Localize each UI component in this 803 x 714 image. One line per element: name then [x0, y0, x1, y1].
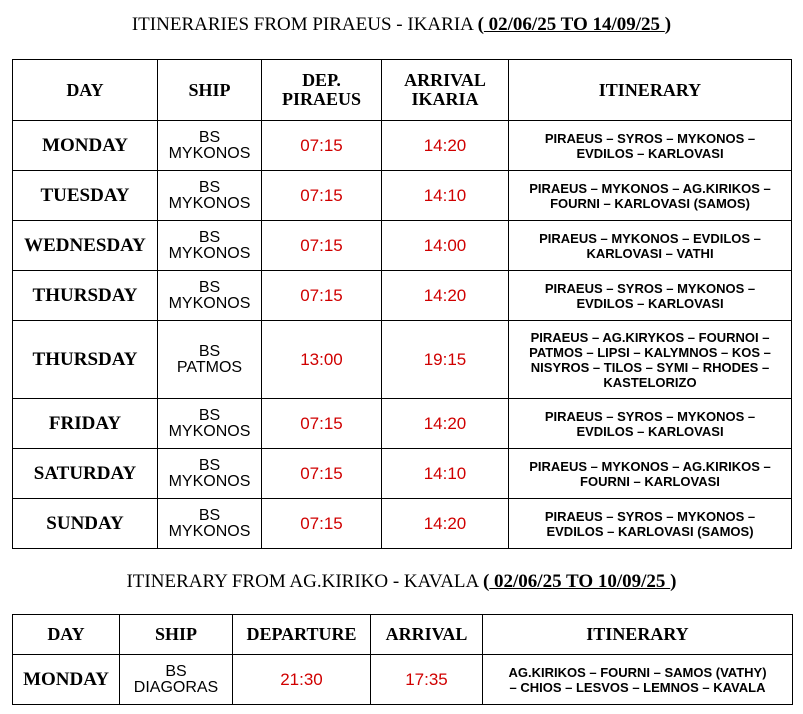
header-departure: DEPARTURE — [233, 615, 371, 655]
table-row — [13, 499, 792, 549]
section1-title-open-paren: ( — [477, 14, 484, 35]
departure-time: 07:15 — [262, 499, 382, 549]
day-cell: THURSDAY — [13, 271, 158, 321]
header-itinerary: ITINERARY — [509, 60, 792, 121]
ship-cell — [158, 121, 262, 171]
itinerary-cell — [509, 221, 792, 271]
itinerary-line: EVDILOS – KARLOVASI (SAMOS) — [546, 523, 754, 539]
departure-time: 07:15 — [262, 449, 382, 499]
itinerary-line: FOURNI – KARLOVASI (SAMOS) — [550, 195, 750, 211]
day-cell: MONDAY — [13, 655, 120, 705]
itinerary-line: NISYROS – TILOS – SYMI – RHODES – — [530, 359, 770, 375]
section1-title-text: ITINERARIES FROM PIRAEUS - IKARIA — [131, 14, 478, 35]
table-row — [13, 271, 792, 321]
day-cell: WEDNESDAY — [13, 221, 158, 271]
ship-cell — [120, 655, 233, 705]
itinerary-cell — [483, 655, 793, 705]
header-dep-line1: DEP. — [302, 70, 341, 90]
itinerary-cell — [509, 399, 792, 449]
itinerary-line: AG.KIRIKOS – FOURNI – SAMOS (VATHY) — [508, 664, 767, 680]
ship-line: BS — [198, 128, 221, 146]
departure-time: 07:15 — [262, 121, 382, 171]
ship-cell — [158, 399, 262, 449]
ship-line: MYKONOS — [168, 422, 251, 440]
ship-line: MYKONOS — [168, 294, 251, 312]
header-row — [13, 615, 793, 655]
section2-title-open-paren: ( — [482, 571, 490, 592]
ship-line: BS — [198, 278, 221, 296]
departure-time: 07:15 — [262, 399, 382, 449]
itinerary-line: PIRAEUS – MYKONOS – EVDILOS – — [539, 230, 761, 246]
itinerary-line: PIRAEUS – SYROS – MYKONOS – — [544, 130, 756, 146]
ship-line: MYKONOS — [168, 144, 251, 162]
header-arrival-ikaria — [382, 60, 509, 121]
ship-line: BS — [198, 456, 221, 474]
day-cell: SUNDAY — [13, 499, 158, 549]
ship-line: BS — [198, 178, 221, 196]
itinerary-line: FOURNI – KARLOVASI — [580, 473, 720, 489]
table-row — [13, 171, 792, 221]
itinerary-line: PIRAEUS – MYKONOS – AG.KIRIKOS – — [529, 180, 771, 196]
itinerary-line: PIRAEUS – SYROS – MYKONOS – — [544, 280, 756, 296]
table-row — [13, 655, 793, 705]
day-cell: FRIDAY — [13, 399, 158, 449]
departure-time: 07:15 — [262, 221, 382, 271]
departure-time: 07:15 — [262, 171, 382, 221]
header-arr-line2: IKARIA — [411, 89, 479, 109]
header-arr-line1: ARRIVAL — [404, 70, 486, 90]
ship-cell — [158, 271, 262, 321]
section2-title-close-paren: ) — [670, 571, 677, 592]
ship-line: MYKONOS — [168, 472, 251, 490]
ship-line: BS — [198, 406, 221, 424]
ship-cell — [158, 499, 262, 549]
ship-cell — [158, 221, 262, 271]
header-day: DAY — [13, 60, 158, 121]
itinerary-cell — [509, 121, 792, 171]
table-row — [13, 121, 792, 171]
itinerary-line: PIRAEUS – AG.KIRYKOS – FOURNOI – — [530, 329, 770, 345]
ship-cell — [158, 171, 262, 221]
itinerary-line: KASTELORIZO — [603, 374, 697, 390]
arrival-time: 14:20 — [382, 399, 509, 449]
day-cell: SATURDAY — [13, 449, 158, 499]
header-itinerary: ITINERARY — [483, 615, 793, 655]
departure-time: 21:30 — [233, 655, 371, 705]
section2-title — [0, 571, 803, 593]
ship-line: MYKONOS — [168, 522, 251, 540]
section1-title — [0, 14, 803, 36]
header-ship: SHIP — [120, 615, 233, 655]
ship-line: BS — [165, 662, 187, 680]
ship-line: DIAGORAS — [133, 678, 219, 696]
arrival-time: 14:20 — [382, 271, 509, 321]
itinerary-line: PIRAEUS – SYROS – MYKONOS – — [544, 408, 756, 424]
itinerary-line: PATMOS – LIPSI – KALYMNOS – KOS – — [529, 344, 771, 360]
table-row — [13, 221, 792, 271]
arrival-time: 14:00 — [382, 221, 509, 271]
ship-line: BS — [198, 506, 221, 524]
table-row — [13, 399, 792, 449]
ship-line: BS — [198, 228, 221, 246]
arrival-time: 14:10 — [382, 171, 509, 221]
header-day: DAY — [13, 615, 120, 655]
header-arrival: ARRIVAL — [371, 615, 483, 655]
section1-title-close-paren: ) — [664, 14, 672, 35]
itinerary-cell — [509, 171, 792, 221]
header-dep-piraeus — [262, 60, 382, 121]
ship-cell — [158, 449, 262, 499]
day-cell: THURSDAY — [13, 321, 158, 399]
ship-line: PATMOS — [176, 358, 243, 376]
arrival-time: 14:10 — [382, 449, 509, 499]
section1-title-dates: 02/06/25 TO 14/09/25 — [483, 14, 665, 35]
table-row — [13, 449, 792, 499]
piraeus-ikaria-table — [12, 59, 792, 549]
itinerary-line: KARLOVASI – VATHI — [586, 245, 714, 261]
ship-line: MYKONOS — [168, 244, 251, 262]
departure-time: 07:15 — [262, 271, 382, 321]
itinerary-cell — [509, 449, 792, 499]
itinerary-line: EVDILOS – KARLOVASI — [576, 423, 724, 439]
ship-cell — [158, 321, 262, 399]
header-ship: SHIP — [158, 60, 262, 121]
itinerary-cell — [509, 321, 792, 399]
agkiriko-kavala-table — [12, 614, 793, 705]
day-cell: MONDAY — [13, 121, 158, 171]
itinerary-cell — [509, 499, 792, 549]
itinerary-line: EVDILOS – KARLOVASI — [576, 145, 724, 161]
arrival-time: 17:35 — [371, 655, 483, 705]
header-row — [13, 60, 792, 121]
itinerary-line: PIRAEUS – SYROS – MYKONOS – — [544, 508, 756, 524]
arrival-time: 14:20 — [382, 121, 509, 171]
itinerary-cell — [509, 271, 792, 321]
arrival-time: 14:20 — [382, 499, 509, 549]
section2-title-text: ITINERARY FROM AG.KIRIKO - KAVALA — [126, 571, 483, 592]
ship-line: MYKONOS — [168, 194, 251, 212]
ship-line: BS — [198, 342, 221, 360]
table-row — [13, 321, 792, 399]
itinerary-line: – CHIOS – LESVOS – LEMNOS – KAVALA — [509, 679, 766, 695]
departure-time: 13:00 — [262, 321, 382, 399]
section2-title-dates: 02/06/25 TO 10/09/25 — [489, 571, 671, 592]
arrival-time: 19:15 — [382, 321, 509, 399]
itinerary-line: PIRAEUS – MYKONOS – AG.KIRIKOS – — [529, 458, 771, 474]
day-cell: TUESDAY — [13, 171, 158, 221]
header-dep-line2: PIRAEUS — [281, 89, 361, 109]
itinerary-line: EVDILOS – KARLOVASI — [576, 295, 724, 311]
